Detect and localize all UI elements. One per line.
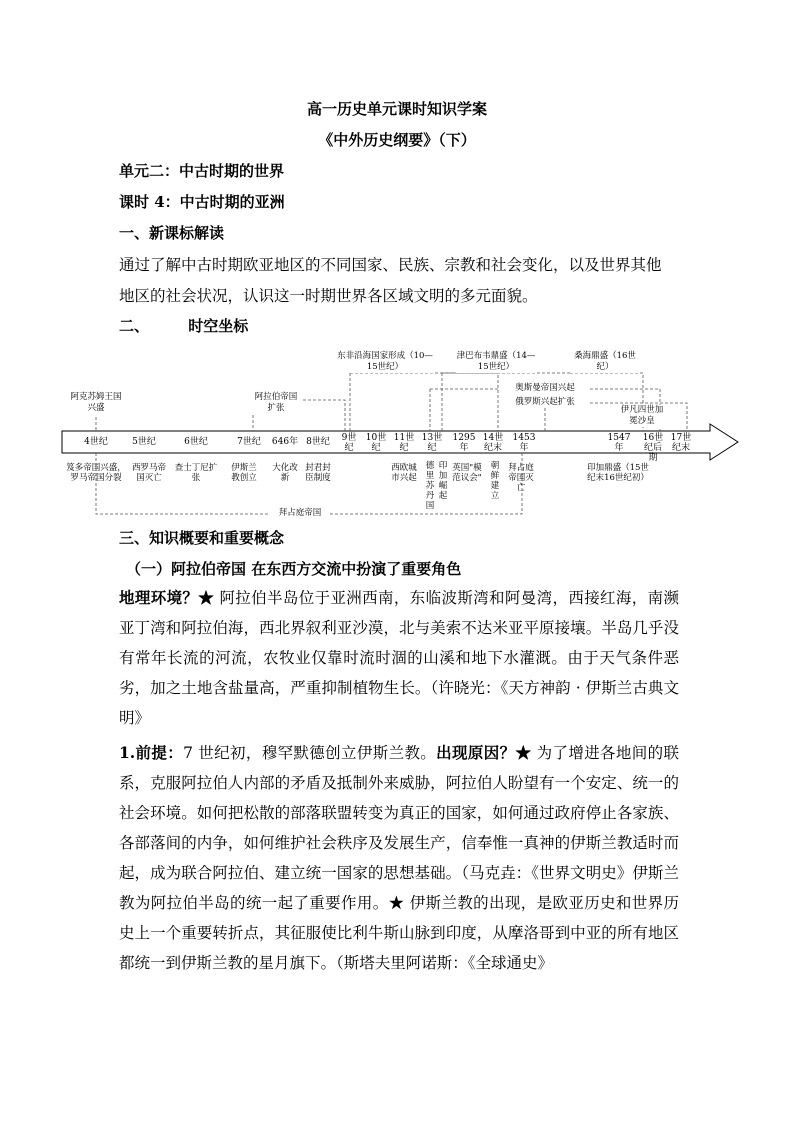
premise-paragraph (119, 738, 679, 978)
label-ottoman: 奥斯曼帝国兴起 (500, 383, 590, 394)
label-zimbabwe: 津巴布韦鼎盛（14—15世纪） (456, 351, 536, 372)
label-songhai: 桑海鼎盛（16世纪） (570, 351, 640, 373)
section-2-number: 二、 (119, 317, 150, 335)
premise-text-2: 为了增进各地间的联系，克服阿拉伯人内部的矛盾及抵制外来威胁，阿拉伯人盼望有一个安定、统一的社会环境。如何把松散的部落联盟转变为真正的国家，如何通过政府停止各家族、各部落间的内争，如何维护社会秩序及发展生产，信奉惟一真神的伊斯兰教适时而起，成为联合阿拉伯、建立统一国家的思想基础。（马克垚：《世界文明史》伊斯兰教为阿拉伯半岛的统一起了重要作用。★ 伊斯兰教的出现，是欧亚历史和世界历史上一个重要转折点，其征服使比利牛斯山脉到印度，从摩洛哥到中亚的所有地区都统一到伊斯兰教的星月旗下。（斯塔夫里阿诺斯：《全球通史》 (119, 744, 679, 972)
label-inca-peak: 印加鼎盛（15世纪末16世纪初） (587, 463, 649, 483)
section-1-line-2: 地区的社会状况，认识这一时期世界各区域文明的多元面貌。 (119, 287, 538, 305)
label-east-africa: 东非沿海国家形成（10—15世纪） (337, 351, 433, 372)
label-taika: 大化改新 (272, 463, 298, 483)
label-ivan-iv: 伊凡四世加冕沙皇 (620, 405, 664, 426)
label-west-rome: 西罗马帝国灭亡 (131, 463, 166, 483)
label-delhi: 德里苏丹国 (425, 461, 435, 511)
premise-label: 1.前提： (119, 743, 184, 762)
label-justinian: 查士丁尼扩张 (174, 463, 218, 483)
label-model-parliament: 英国"模范议会" (452, 463, 482, 483)
doc-title: 高一历史单元课时知识学案 (306, 100, 487, 118)
doc-subtitle: 《中外历史纲要》（下） (318, 131, 476, 149)
geo-label: 地理环境？★ (119, 588, 215, 607)
label-islam: 伊斯兰教创立 (231, 463, 257, 483)
unit-heading: 单元二：中古时期的世界 (119, 162, 285, 180)
label-byzantine-fall: 拜占庭帝国灭亡 (508, 463, 534, 493)
tick-7c: 7世纪 (237, 437, 261, 447)
tick-9c: 9世纪 (341, 433, 357, 453)
label-arab-expansion: 阿拉伯帝国扩张 (251, 392, 301, 414)
section-1-line-1: 通过了解中古时期欧亚地区的不同国家、民族、宗教和社会变化，以及世界其他 (119, 256, 662, 274)
tick-11c: 11世纪 (393, 433, 415, 453)
tick-13c: 13世纪 (421, 433, 443, 453)
tick-16c-late: 16世纪后期 (642, 433, 664, 463)
premise-reason-label: 出现原因？★ (436, 743, 532, 762)
tick-14c-end: 14世纪末 (482, 433, 504, 453)
tick-1295: 1295年 (452, 433, 476, 453)
label-byzantium: 拜占庭帝国 (270, 508, 330, 519)
tick-646: 646年 (271, 437, 299, 447)
label-joseon: 朝鲜建立 (490, 461, 500, 501)
section-2-title: 时空坐标 (188, 317, 249, 335)
geo-text: 阿拉伯半岛位于亚洲西南，东临波斯湾和阿曼湾，西接红海，南濒亚丁湾和阿拉伯海，西北界叙利亚沙漠，北与美索不达米亚平原接壤。半岛几乎没有常年长流的河流，农牧业仅靠时流时涸的山溪和地下水灌溉。由于天气条件恶劣，加之土地含盐量高，严重抑制植物生长。（许晓光：《天方神韵 · 伊斯兰古典文明》 (119, 589, 679, 727)
tick-17c-end: 17世纪末 (670, 433, 692, 453)
tick-8c: 8世纪 (306, 437, 330, 447)
label-gupta: 笈多帝国兴盛，罗马帝国分裂 (66, 463, 126, 483)
tick-10c: 10世纪 (365, 433, 387, 453)
geo-paragraph (119, 583, 679, 733)
label-feudal: 封君封臣制度 (305, 463, 331, 483)
tick-5c: 5世纪 (132, 437, 156, 447)
tick-1453: 1453年 (512, 433, 536, 453)
premise-text-1: 7 世纪初，穆罕默德创立伊斯兰教。 (183, 744, 437, 762)
label-aksum: 阿克苏姆王国兴盛 (68, 392, 124, 414)
tick-1547: 1547年 (607, 433, 631, 453)
label-west-eu-cities: 西欧城市兴起 (391, 463, 417, 483)
section-3-heading: 三、知识概要和重要概念 (119, 529, 285, 547)
section-1-heading: 一、新课标解读 (119, 224, 225, 242)
timeline-figure (60, 342, 740, 522)
tick-6c: 6世纪 (184, 437, 208, 447)
section-2-heading (119, 315, 248, 336)
subsection-1-heading: （一）阿拉伯帝国 在东西方交流中扮演了重要角色 (126, 560, 462, 578)
label-russia: 俄罗斯兴起扩张 (500, 397, 590, 408)
label-inca-rise: 印加崛起 (438, 461, 448, 501)
conn-eastafrica (350, 373, 498, 431)
lesson-heading: 课时 4：中古时期的亚洲 (119, 193, 285, 211)
tick-4c: 4世纪 (84, 437, 108, 447)
